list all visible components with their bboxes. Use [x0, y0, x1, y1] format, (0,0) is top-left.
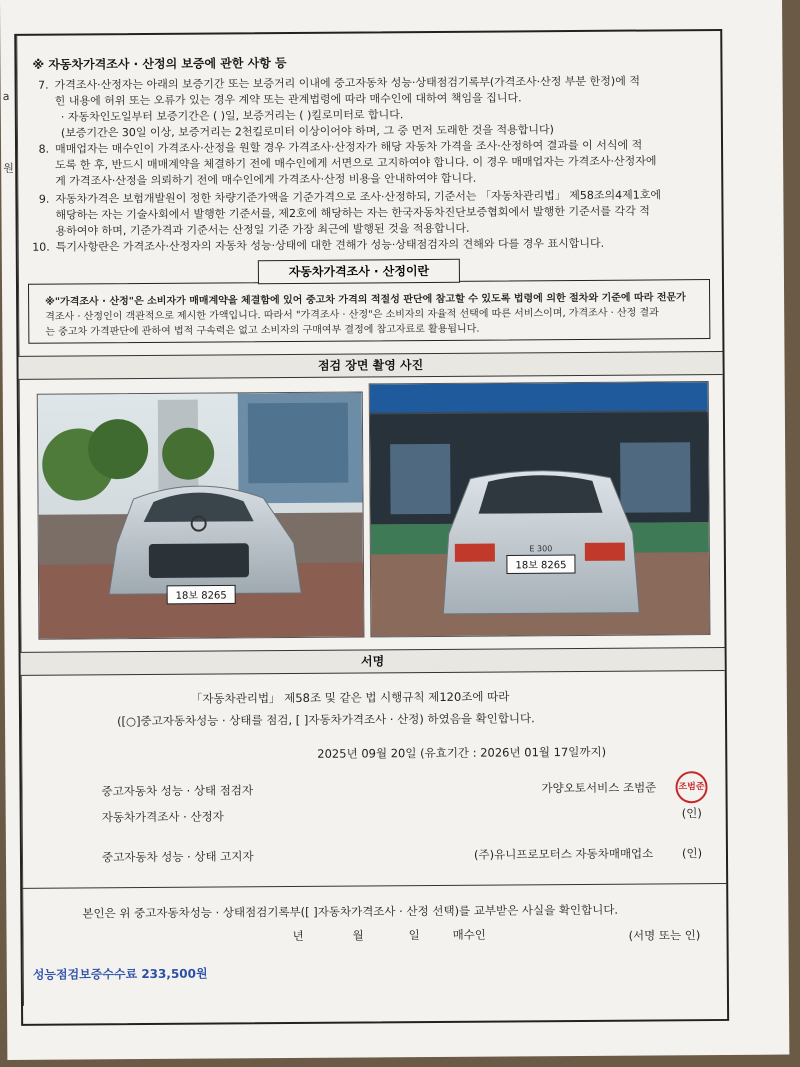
receipt-year: 년 — [292, 928, 304, 943]
clause-line: (보증기간은 30일 이상, 보증거리는 2천킬로미터 이상이어야 하며, 그 중 먼저 도래한 것을 적용합니다) — [60, 123, 554, 140]
clause-line: 매매업자는 매수인이 가격조사·산정을 원할 경우 가격조사·산정자가 해당 자동차 가격을 조사·산정하여 결과를 이 서식에 적 — [54, 138, 643, 156]
clause-line: 도록 한 후, 반드시 매매계약을 체결하기 전에 매수인에게 서면으로 고지하여야 합니다. 이 경우 매매업자는 가격조사·산정자에 — [55, 154, 657, 172]
date-validity: 2025년 09월 20일 (유효기간 : 2026년 01월 17일까지) — [317, 744, 607, 761]
left-strip-text: a — [2, 89, 10, 103]
receipt-day: 일 — [408, 928, 420, 943]
clause-line: 자동차가격은 보험개발원이 정한 차량기준가액을 기준가격으로 조사·산정하되, 기준서는 「자동차관리법」 제58조의4제1호에 — [55, 188, 662, 206]
law-reference: 「자동차관리법」 제58조 및 같은 법 시행규칙 제120조에 따라 — [190, 689, 510, 706]
definition-title: 자동차가격조사 · 산정이란 — [258, 259, 460, 284]
clause-number: 7. — [38, 78, 49, 92]
clause-number: 8. — [38, 142, 50, 156]
definition-line: 격조사 · 산정인이 객관적으로 제시한 가액입니다. 따라서 "가격조사 · 산정"은 소비자의 자율적 선택에 따른 서비스이며, 가격조사 · 산정 결과 — [45, 307, 659, 323]
front-plate: 18보 8265 — [175, 590, 227, 602]
photo-section-header: 점검 장면 촬영 사진 — [18, 351, 722, 380]
receipt-statement: 본인은 위 중고자동차성능 · 상태점검기록부([ ]자동차가격조사 · 산정 선택)를 교부받은 사실을 확인합니다. — [82, 902, 619, 921]
front-car-photo — [37, 391, 365, 639]
inspector-name: 가양오토서비스 조범준 — [541, 780, 657, 796]
definition-box — [28, 279, 710, 344]
inspector-seal — [675, 771, 707, 803]
rear-plate: 18보 8265 — [515, 560, 567, 572]
clause-line: 해당하는 자는 기술사회에서 발행한 기준서를, 제2호에 해당하는 자는 한국자동차진단보증협회에서 발행한 기준서를 각각 적 — [55, 204, 650, 222]
receipt-sign-label: (서명 또는 인) — [628, 928, 701, 943]
notifier-name: (주)유니프로모터스 자동차매매업소 — [473, 846, 654, 862]
trunk-badge: E 300 — [529, 544, 553, 554]
definition-text — [45, 290, 705, 340]
clause-line: 용하여야 하며, 기준가격과 기준서는 산정일 기준 가장 최근에 발행된 것을 적용합니다. — [55, 221, 470, 238]
clause-line: 특기사항란은 가격조사·산정자의 자동차 성능·상태에 대한 견해가 성능·상태점검자의 견해와 다를 경우 표시합니다. — [55, 236, 605, 254]
clause-line: 게 가격조사·산정을 의뢰하기 전에 매수인에게 가격조사·산정 비용을 안내하여야 합니다. — [55, 171, 477, 188]
confirmation-statement: ([○]중고자동차성능 · 상태를 점검, [ ]자동차가격조사 · 산정) 하였음을 확인합니다. — [116, 711, 535, 729]
rear-car-photo — [369, 381, 711, 637]
receipt-buyer-label: 매수인 — [452, 927, 486, 942]
clause-10 — [24, 236, 604, 256]
left-column-strip — [2, 36, 24, 1006]
clause-line: 힌 내용에 허위 또는 오류가 있는 경우 계약 또는 관계법령에 따라 매수인에 대하여 책임을 집니다. — [54, 91, 522, 108]
signature-section-header: 서명 — [21, 647, 725, 676]
section-title: ※ 자동차가격조사 · 산정의 보증에 관한 사항 등 — [32, 56, 287, 72]
clause-line: · 자동차인도일부터 보증기간은 ( )일, 보증거리는 ( )킬로미터로 합니다. — [60, 108, 404, 124]
rear-car-image — [370, 382, 710, 636]
receipt-divider — [22, 883, 726, 889]
seal-text: 조범준 — [678, 781, 705, 792]
clause-number: 9. — [38, 192, 50, 206]
inspector-label: 중고자동차 성능 · 상태 점검자 — [101, 783, 254, 799]
definition-line: ※"가격조사 · 산정"은 소비자가 매매계약을 체결함에 있어 중고차 가격의 적절성 판단에 참고할 수 있도록 법령에 의한 절차와 기준에 따라 전문가 — [45, 292, 686, 308]
inspection-fee: 성능점검보증수수료 233,500원 — [32, 966, 208, 982]
appraiser-label: 자동차가격조사 · 산정자 — [101, 809, 224, 825]
appraiser-seal-mark: (인) — [681, 806, 702, 821]
notifier-seal-mark: (인) — [681, 846, 703, 861]
receipt-month: 월 — [352, 928, 364, 943]
form-frame — [2, 29, 729, 1026]
front-car-image — [38, 392, 364, 638]
notifier-label: 중고자동차 성능 · 상태 고지자 — [101, 849, 254, 865]
clause-line: 가격조사·산정자는 아래의 보증기간 또는 보증거리 이내에 중고자동차 성능·상태점검기록부(가격조사·산정 부분 한정)에 적 — [54, 74, 640, 92]
definition-line: 는 중고차 가격판단에 관하여 법적 구속력은 없고 소비자의 구매여부 결정에 참고자료로 활용됩니다. — [45, 323, 480, 338]
left-strip-text: 원 — [3, 161, 14, 175]
clause-number: 10. — [32, 240, 50, 254]
